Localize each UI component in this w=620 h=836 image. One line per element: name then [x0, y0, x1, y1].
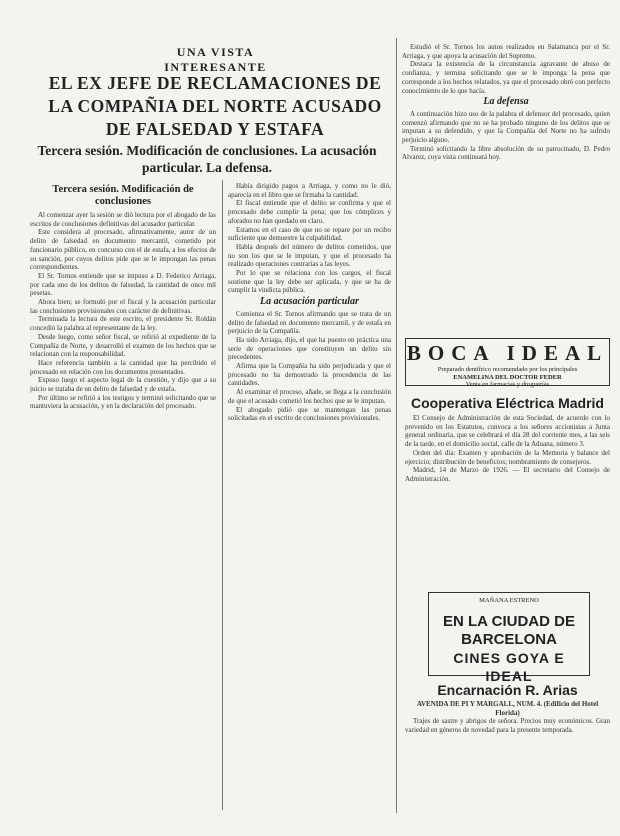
paragraph: El Consejo de Administración de esta Sociedad, de acuerdo con lo prevenido en los Estatutos, convoca a los señores accionistas a Junta general ordinaria, que se celebrará el día 28 del corriente mes, a las seis de la tarde, en el domicilio social, calle de la Aduana, número 3. — [405, 414, 610, 449]
ad-cooperativa-text — [405, 414, 610, 484]
paragraph: Habla después del número de delitos cometidos, que no son los que se le imputan, y que el procesado ha realizado operaciones contrarias a las leyes. — [228, 242, 391, 269]
ad-encarnacion-body — [405, 700, 610, 810]
ad-cinema — [428, 592, 590, 684]
article-kicker: UNA VISTA INTERESANTE — [164, 45, 267, 74]
article-column-2 — [228, 182, 391, 812]
column-3-body-b — [402, 110, 610, 162]
ad-encarnacion-title: Encarnación R. Arias — [437, 682, 578, 698]
ad-boca-ideal-title: BOCA IDEAL — [406, 341, 609, 365]
ad-cinema-top: MAÑANA ESTRENO — [479, 597, 539, 604]
column-2-body — [228, 182, 391, 295]
article-column-1 — [30, 182, 216, 812]
column-divider — [396, 38, 397, 813]
paragraph: Destaca la existencia de la circunstancia agravante de abuso de confianza, y termina solicitando que se le imponga la pena que corresponde a los hechos relatados, ya que el procesado obró con perfecto conocimiento de lo que hacía. — [402, 60, 610, 95]
paragraph: Terminó solicitando la libre absolución de su patrocinado, D. Pedro Alvarez, cuya vista continuará hoy. — [402, 144, 610, 162]
section-heading-defensa: La defensa — [483, 96, 529, 108]
paragraph: Desde luego, como señor fiscal, se refirió al expediente de la Compañía de Norte, y desarrolló el examen de los hechos que se relacionan con la responsabilidad. — [30, 332, 216, 359]
paragraph: Hace referencia también a la cantidad que ha percibido el procesado en relación con los documentos presentados. — [30, 358, 216, 376]
column-3-body — [402, 43, 610, 95]
paragraph: Ahora bien; se formuló por el fiscal y la acusación particular las conclusiones provisionales con carácter de definitivas. — [30, 298, 216, 315]
section-heading-acusacion-particular: La acusación particular — [260, 296, 359, 308]
ad-cinema-sub: CINES GOYA E IDEAL — [453, 650, 565, 684]
paragraph: Expuso luego el aspecto legal de la cuestión, y dijo que a su juicio se trataba de un delito de falsedad y de estafa. — [30, 376, 216, 394]
ad-boca-line: Venta en farmacias y droguerías — [465, 381, 550, 388]
paragraph: Afirma que la Compañía ha sido perjudicada y que el procesado no ha demostrado la procedencia de las cantidades. — [228, 362, 391, 388]
column-1-body — [30, 211, 216, 411]
paragraph: A continuación hizo uso de la palabra el defensor del procesado, quien comenzó afirmando que no se ha probado ninguno de los delitos que se imputan a su defendido, y que la Compañía del Norte no ha sufrido perjuicio alguno. — [402, 109, 610, 145]
paragraph: Terminada la lectura de este escrito, el presidente Sr. Roldán concedió la palabra al representante de la ley. — [30, 315, 216, 333]
ad-cinema-title: EN LA CIUDAD DE BARCELONA — [443, 613, 575, 648]
section-heading-tercera-sesion: Tercera sesión. Modificación de conclusiones — [52, 184, 194, 207]
paragraph: Ha sido Arriaga, dijo, el que ha puesto en práctica una serie de operaciones que constituyen un delito sin precedentes. — [228, 335, 391, 362]
ad-cooperativa-body — [405, 414, 610, 584]
article-deck: Tercera sesión. Modificación de conclusiones. La acusación particular. La defensa. — [37, 143, 377, 175]
paragraph: Por lo que se relaciona con los cargos, el fiscal sostiene que la ley debe ser aplicada, y que se ha de cumplir la vindicta pública. — [228, 269, 391, 295]
paragraph: Había dirigido pagos a Arriaga, y como no le dió, aparecía en el libro que se firmaba la cantidad. — [228, 182, 391, 199]
paragraph: Comienza el Sr. Tornos afirmando que se trata de un delito de falsedad en documento mercantil, y de estafa en perjuicio de la Compañía. — [228, 309, 391, 336]
paragraph: Orden del día: Examen y aprobación de la Memoria y balance del ejercicio; distribución de beneficios; nombramiento de consejeros. — [405, 448, 610, 466]
paragraph: El fiscal entiende que el delito se confirma y que el procesado debe cumplir la pena; que los cómplices y aforados no han quedado en claro. — [228, 199, 391, 225]
ad-encarnacion-address: AVENIDA DE PI Y MARGALL, NUM. 4. (Edificio del Hotel Florida) — [416, 700, 599, 717]
paragraph: Al examinar el proceso, añade, se llega a la conclusión de que el acusado cometió los hechos que se le imputan. — [228, 388, 391, 405]
paragraph: El abogado pidió que se mantengan las penas solicitadas en el escrito de conclusiones provisionales. — [228, 405, 391, 423]
ad-cooperativa-title: Cooperativa Eléctrica Madrid — [411, 395, 604, 411]
column-divider — [222, 180, 223, 810]
ad-boca-line: Preparado dentífrico recomendado por los principales — [437, 366, 578, 373]
column-2-body-b — [228, 310, 391, 423]
paragraph: Estudió el Sr. Tornos los autos realizados en Salamanca por el Sr. Arriaga, y que apoya la acusación del Supremo. — [402, 43, 610, 60]
paragraph: Estamos en el caso de que no se repare por un recibo suficiente que demuestre la culpabilidad. — [228, 225, 391, 243]
ad-encarnacion-text: Trajes de sastre y abrigos de señora. Precios muy económicos. Gran variedad en géneros de novedad para la presente temporada. — [405, 717, 610, 735]
article-column-3 — [402, 43, 610, 343]
paragraph: Por último se refirió a los testigos y terminó solicitando que se mantuviera la acusación, y en la declaración del procesado. — [30, 393, 216, 411]
article-headline: EL EX JEFE DE RECLAMACIONES DE LA COMPAÑIA DEL NORTE ACUSADO DE FALSEDAD Y ESTAFA — [48, 73, 382, 139]
paragraph: Madrid, 14 de Marzo de 1926. — El secretario del Consejo de Administración. — [405, 466, 610, 483]
paragraph: El Sr. Tornos entiende que se impuso a D. Federico Arriaga, por cada uno de los delitos de falsedad, la cantidad de once mil pesetas. — [30, 271, 216, 298]
paragraph: Este considera al procesado, afirmativamente, autor de un delito de falsedad en documento mercantil, cometido por funcionario público, en concurso con el de estafa, a los efectos de su sanción, por cuyos delitos pide que se le impongan las penas correspondientes. — [30, 228, 216, 272]
ad-boca-ideal — [405, 338, 610, 386]
ad-boca-line: ENAMELINA DEL DOCTOR FEDER — [453, 373, 562, 381]
paragraph: Al comenzar ayer la sesión se dió lectura por el abogado de las escritos de conclusiones definitivas del acusador particular. — [30, 211, 216, 228]
